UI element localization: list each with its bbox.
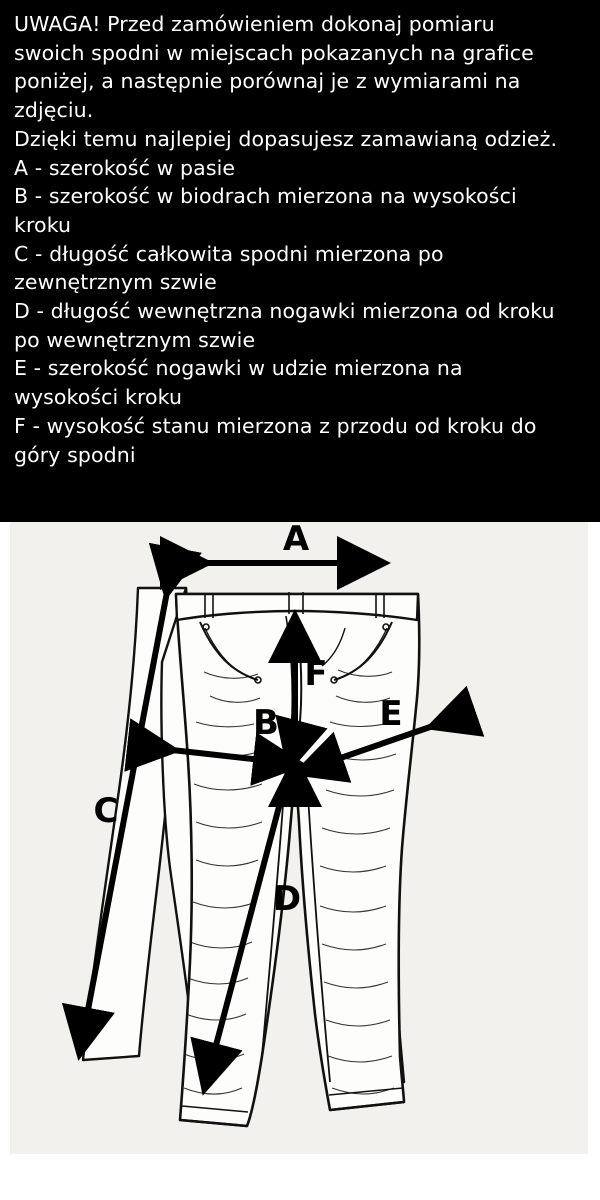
label-e: E [379,694,403,734]
jeans-illustration [83,588,419,1126]
label-d: D [272,879,302,919]
label-f: F [304,654,328,694]
label-c: C [93,791,119,831]
instruction-line: UWAGA! Przed zamówieniem dokonaj pomiaru [14,12,495,36]
measurement-item-c-cont: zewnętrznym szwie [14,270,217,295]
measurement-item-d: D - długość wewnętrzna nogawki mierzona od kroku [14,299,555,324]
measurement-item-b: B - szerokość w biodrach mierzona na wysokości [14,184,517,209]
measurement-instructions [0,0,600,522]
measurement-item-e-cont: wysokości kroku [14,385,183,410]
measurement-item-f: F - wysokość stanu mierzona z przodu od kroku do [14,413,537,438]
instruction-line: Dzięki temu najlepiej dopasujesz zamawianą odzież. [14,126,558,151]
label-b: B [253,703,279,743]
measurement-item-a: A - szerokość w pasie [14,155,236,180]
jeans-diagram [0,522,600,1200]
instruction-line: poniżej, a następnie porównaj je z wymiarami na [14,69,521,94]
measurement-item-c: C - długość całkowita spodni mierzona po [14,241,444,266]
measurement-item-f-cont: góry spodni [14,442,136,467]
measurement-item-d-cont: po wewnętrznym szwie [14,327,256,352]
measurement-item-e: E - szerokość nogawki w udzie mierzona na [14,356,463,381]
instruction-line: swoich spodni w miejscach pokazanych na grafice [14,40,534,65]
label-a: A [282,522,310,559]
measurement-item-b-cont: kroku [14,212,72,237]
instruction-line: zdjęciu. [14,98,94,123]
